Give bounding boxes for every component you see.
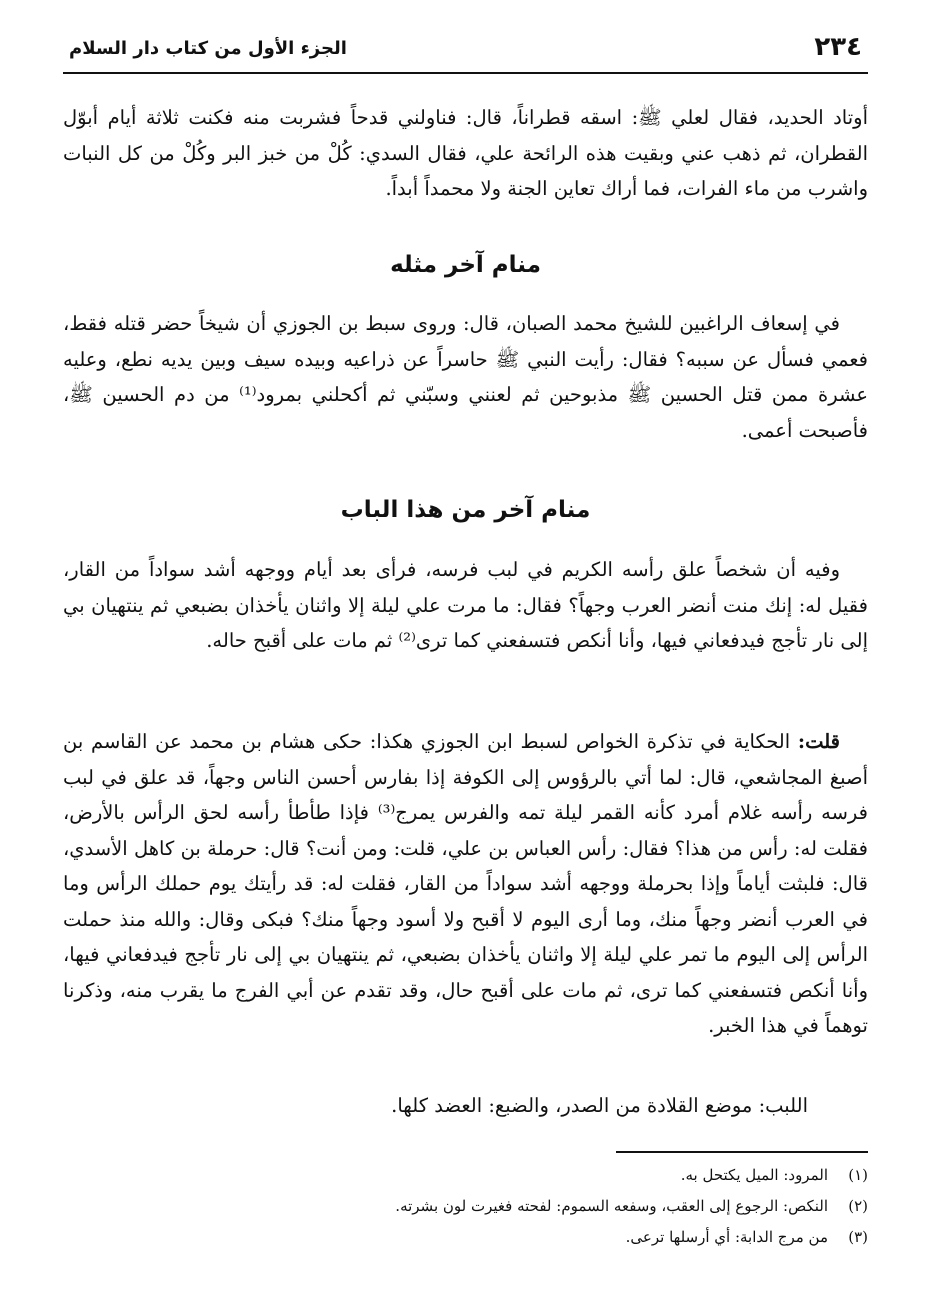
footnote-3 bbox=[63, 1222, 868, 1253]
paragraph-opening: أوتاد الحديد، فقال لعلي ﷺ: اسقه قطراناً، قال: فناولني قدحاً فشربت منه فكنت ثلاثة أيام أبوّل القطران، ثم ذهب عني وبقيت هذه الرائحة علي، فقال السدي: كُلْ من خبز البر وكُلْ من كل النبات واشرب من ماء الفرات، فما أراك تعاين الجنة ولا محمداً أبداً. bbox=[63, 106, 868, 200]
footnote-2 bbox=[63, 1191, 868, 1222]
footnote-number: (١) bbox=[848, 1166, 868, 1184]
footnote-number: (٣) bbox=[848, 1228, 868, 1246]
closing-note: اللبب: موضع القلادة من الصدر، والضبع: العضد كلها. bbox=[391, 1094, 808, 1117]
footnote-number: (٢) bbox=[848, 1197, 868, 1215]
page-header bbox=[63, 28, 868, 74]
footnote-separator bbox=[616, 1151, 868, 1153]
footnotes bbox=[63, 1160, 868, 1253]
section-title-2: منام آخر من هذا الباب bbox=[340, 497, 591, 523]
section-title-1: منام آخر مثله bbox=[390, 252, 541, 278]
section-2-paragraph: وفيه أن شخصاً علق رأسه الكريم في لبب فرسه، فرأى بعد أيام ووجهه أشد سواداً من القار، فقيل له: إنك منت أنضر العرب وجهاً؟ فقال: ما مرت علي ليلة إلا واثنان يأخذان بضبعي ثم ينتهيان بي إلى نار تأجج فيدفعاني فيها، وأنا أنكص فتسفعني كما ترى⁽²⁾ ثم مات على أقبح حاله. bbox=[63, 558, 868, 652]
footnote-1 bbox=[63, 1160, 868, 1191]
section-1-paragraph: في إسعاف الراغبين للشيخ محمد الصبان، قال: وروى سبط بن الجوزي أن شيخاً حضر قتله فقط، فعمي فسأل عن سببه؟ فقال: رأيت النبي ﷺ حاسراً عن ذراعيه وبيده سيف وبين يديه نطع، وعليه عشرة ممن قتل الحسين ﷺ مذبوحين ثم لعنني وسبّني ثم أكحلني بمرود⁽¹⁾ من دم الحسين ﷺ، فأصبحت أعمى. bbox=[63, 312, 868, 442]
running-title: الجزء الأول من كتاب دار السلام bbox=[69, 38, 347, 59]
qult-lead-word: قلت: bbox=[797, 730, 840, 753]
footnote-text: المرود: الميل يكتحل به. bbox=[680, 1166, 828, 1184]
page-number: ٢٣٤ bbox=[814, 32, 862, 62]
qult-text: الحكاية في تذكرة الخواص لسبط ابن الجوزي هكذا: حكى هشام بن محمد عن القاسم بن أصبغ المجاشعي، قال: لما أتي بالرؤوس إلى الكوفة إذا بفارس أحسن الناس وجهاً، قد علق في لبب فرسه رأسه غلام أمرد كأنه القمر ليلة تمه والفرس يمرج⁽³⁾ فإذا طأطأ رأسه لحق الرأس بالأرض، فقلت له: رأس من هذا؟ فقال: رأس العباس بن علي، قلت: ومن أنت؟ قال: حرملة بن كاهل الأسدي، قال: فلبثت أياماً وإذا بحرملة ووجهه أشد سواداً من القار، فقلت له: قد رأيتك يوم حملك الرأس وما في العرب أنضر وجهاً منك، وما أرى اليوم لا أقبح ولا أسود وجهاً منك؟ فبكى وقال: والله منذ حملت الرأس إلى اليوم ما تمر علي ليلة إلا واثنان يأخذان بضبعي، ثم ينتهيان بي إلى نار تأجج فيدفعاني فيها، وأنا أنكص فتسفعني كما ترى، ثم مات على أقبح حال، وقد تقدم عن أبي الفرج ما يقرب منه، وذكرنا توهماً في هذا الخبر. bbox=[63, 730, 869, 1037]
footnote-text: النكص: الرجوع إلى العقب، وسفعه السموم: لفحته فغيرت لون بشرته. bbox=[395, 1197, 828, 1215]
footnote-text: من مرج الدابة: أي أرسلها ترعى. bbox=[625, 1228, 828, 1246]
qult-paragraph bbox=[63, 724, 868, 1044]
